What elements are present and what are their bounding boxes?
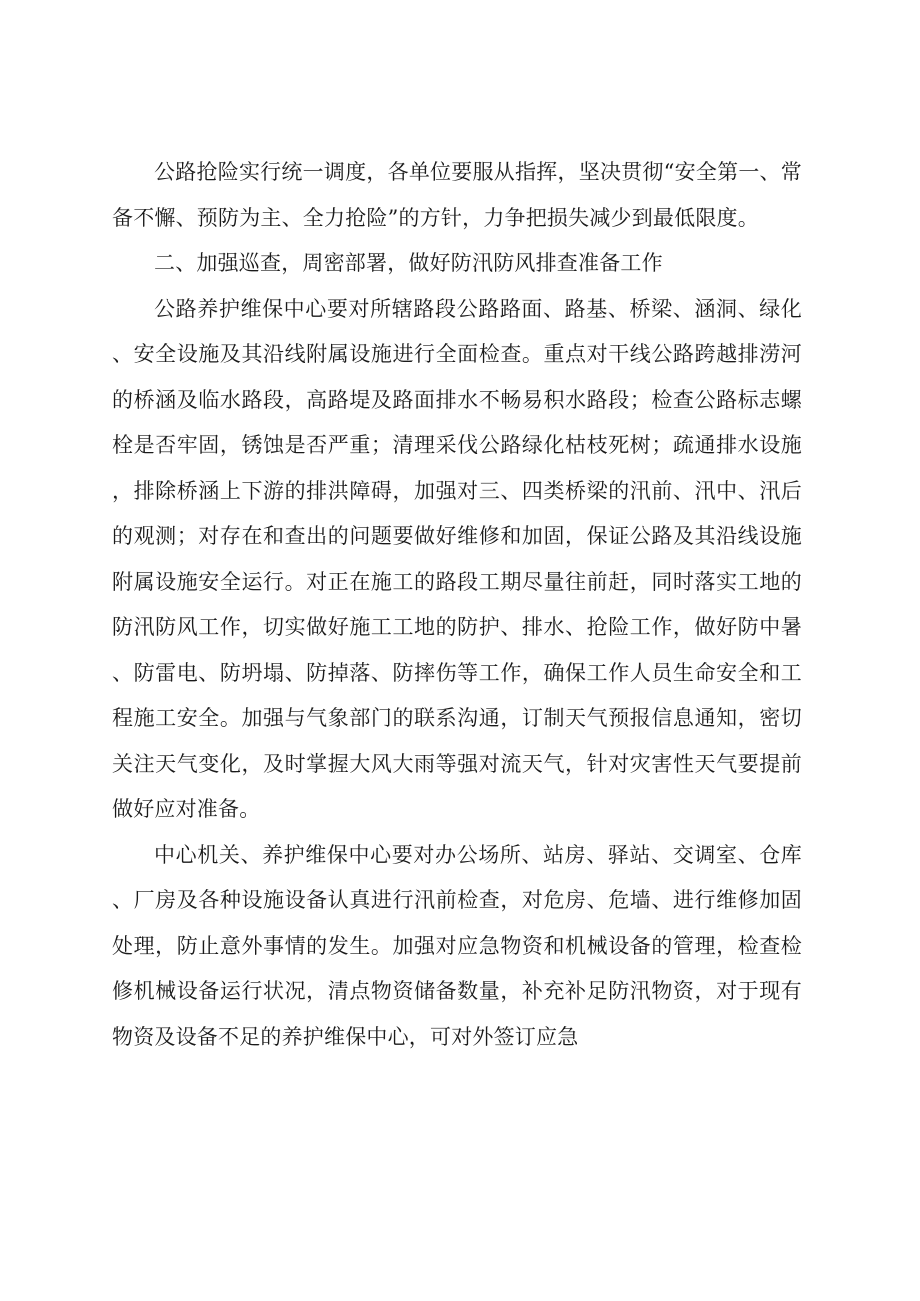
paragraph-road-inspection: 公路养护维保中心要对所辖路段公路路面、路基、桥梁、涵洞、绿化、安全设施及其沿线附属设施进行全面检查。重点对干线公路跨越排涝河的桥涵及临水路段，高路堤及路面排水不畅易积水路段；检查公路标志螺栓是否牢固，锈蚀是否严重；清理采伐公路绿化枯枝死树；疏通排水设施，排除桥涵上下游的排洪障碍，加强对三、四类桥梁的汛前、汛中、汛后的观测；对存在和查出的问题要做好维修和加固，保证公路及其沿线设施附属设施安全运行。对正在施工的路段工期尽量往前赶，同时落实工地的防汛防风工作，切实做好施工工地的防护、排水、抢险工作，做好防中暑、防雷电、防坍塌、防掉落、防摔伤等工作，确保工作人员生命安全和工程施工安全。加强与气象部门的联系沟通，订制天气预报信息通知，密切关注天气变化，及时掌握大风大雨等强对流天气，针对灾害性天气要提前做好应对准备。	[112, 296, 802, 821]
paragraph-facility-inspection: 中心机关、养护维保中心要对办公场所、站房、驿站、交调室、仓库、厂房及各种设施设备认真进行汛前检查，对危房、危墙、进行维修加固处理，防止意外事情的发生。加强对应急物资和机械设备的管理，检查检修机械设备运行状况，清点物资储备数量，补充补足防汛物资，对于现有物资及设备不足的养护维保中心，可对外签订应急	[112, 842, 802, 1049]
paragraph-unified-dispatch: 公路抢险实行统一调度，各单位要服从指挥，坚决贯彻“安全第一、常备不懈、预防为主、全力抢险”的方针，力争把损失减少到最低限度。	[112, 160, 802, 230]
document-body	[112, 150, 802, 1060]
section-heading-2: 二、加强巡查，周密部署，做好防汛防风排查准备工作	[154, 251, 663, 275]
